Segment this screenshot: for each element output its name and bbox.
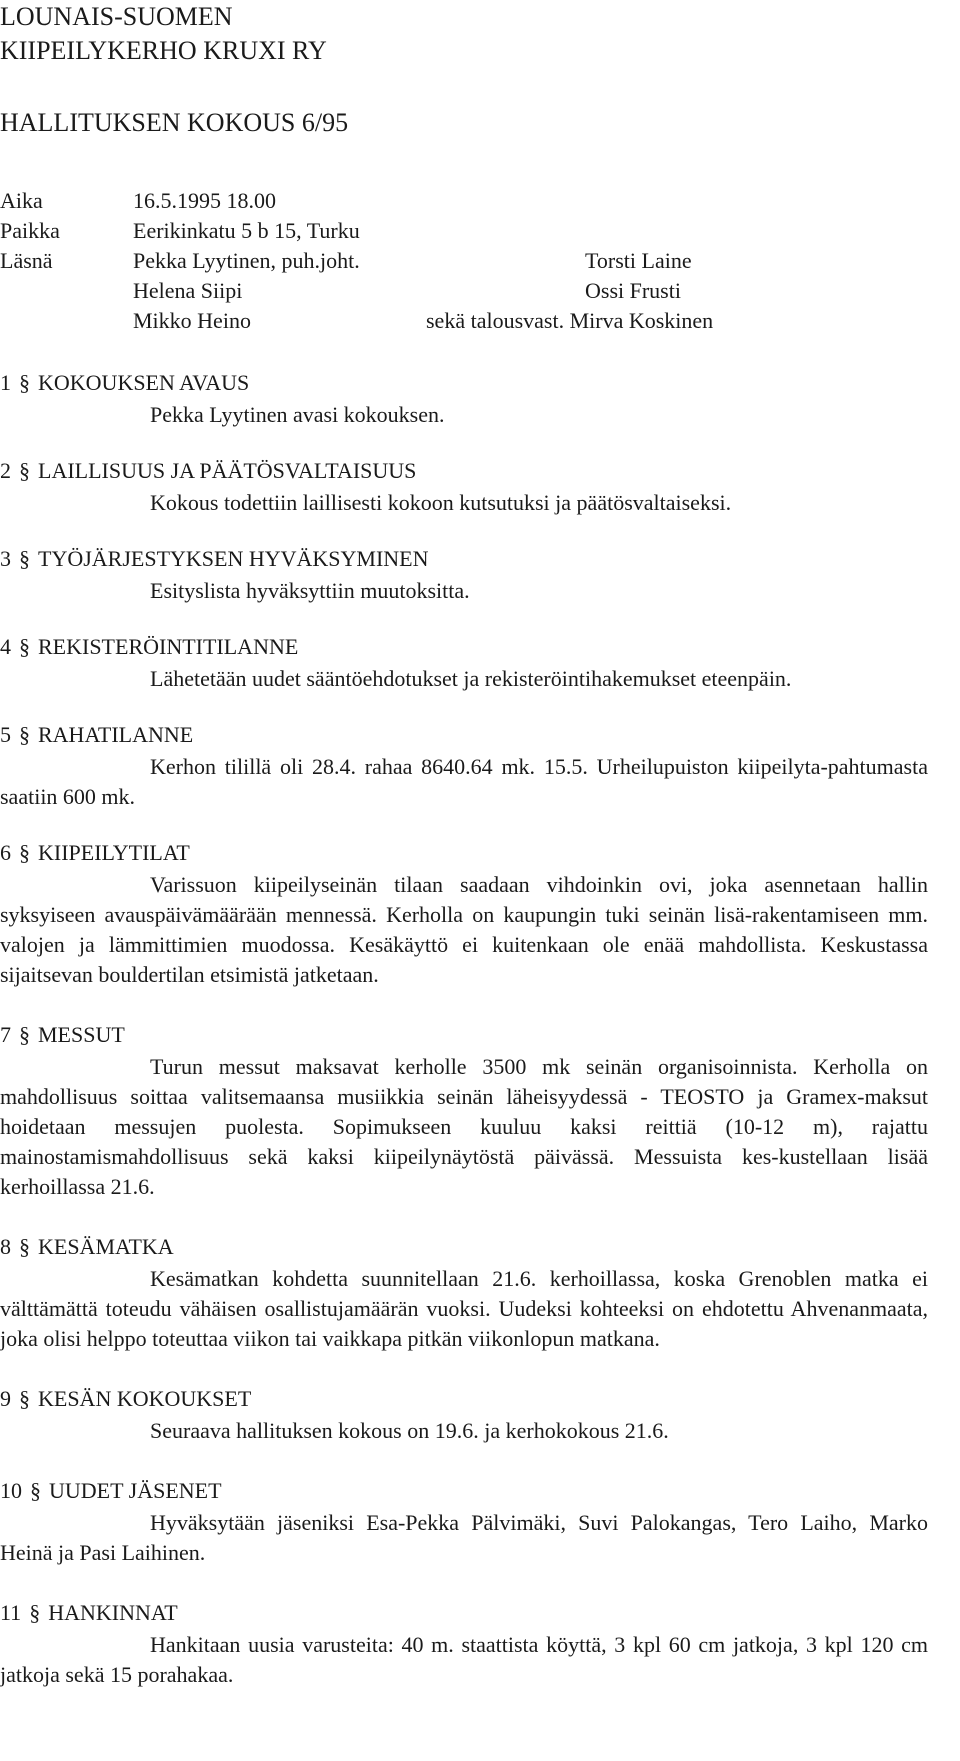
agenda-item-number: 5 [0, 722, 11, 747]
aika-value: 16.5.1995 18.00 [133, 188, 276, 213]
agenda-item-title: KOKOUKSEN AVAUS [38, 370, 250, 395]
agenda-item [0, 544, 928, 606]
section-symbol: § [19, 1234, 30, 1259]
agenda-item-text: Kerhon tilillä oli 28.4. rahaa 8640.64 mk. 15.5. Urheilupuiston kiipeilyta-pahtumasta saatiin 600 mk. [0, 754, 928, 809]
agenda-item-text: Hyväksytään jäseniksi Esa-Pekka Pälvimäki, Suvi Palokangas, Tero Laiho, Marko Heinä ja Pasi Laihinen. [0, 1510, 928, 1565]
agenda-item-number: 7 [0, 1022, 11, 1047]
lasna-label: Läsnä [0, 248, 53, 273]
organization-name [0, 0, 327, 68]
agenda-item-text: Varissuon kiipeilyseinän tilaan saadaan vihdoinkin ovi, joka asennetaan hallin syksyiseen avauspäivämäärään mennessä. Kerholla on kaupungin tuki seinän lisä-rakentamiseen mm. valojen ja lämmittimien muodossa. Kesäkäyttö ei kuitenkaan ole enää mahdollista. Keskustassa sijaitsevan bouldertilan etsimistä jatketaan. [0, 872, 928, 987]
org-line-1: LOUNAIS-SUOMEN [0, 2, 233, 31]
agenda-item-number: 4 [0, 634, 11, 659]
meeting-details [0, 186, 928, 336]
attendee: Ossi Frusti [585, 278, 681, 303]
agenda-item-title: MESSUT [38, 1022, 125, 1047]
agenda-item [0, 1020, 928, 1202]
agenda-item [0, 1384, 928, 1446]
agenda-item-heading [0, 1598, 928, 1628]
agenda-item [0, 456, 928, 518]
agenda-item-heading [0, 456, 928, 486]
agenda-item-text: Esityslista hyväksyttiin muutoksitta. [150, 578, 470, 603]
meeting-title: HALLITUKSEN KOKOUS 6/95 [0, 108, 349, 137]
agenda-item [0, 1598, 928, 1690]
paikka-label: Paikka [0, 218, 60, 243]
agenda-item-title: TYÖJÄRJESTYKSEN HYVÄKSYMINEN [38, 546, 429, 571]
aika-label: Aika [0, 188, 43, 213]
meta-row-paikka [0, 216, 928, 246]
section-symbol: § [19, 722, 30, 747]
agenda-item-text: Kokous todettiin laillisesti kokoon kutsutuksi ja päätösvaltaiseksi. [150, 490, 732, 515]
agenda-item-heading [0, 1020, 928, 1050]
agenda-item [0, 838, 928, 990]
section-symbol: § [19, 370, 30, 395]
attendee: Helena Siipi [133, 278, 243, 303]
agenda-item-heading [0, 368, 928, 398]
agenda-item-heading [0, 1476, 928, 1506]
agenda-item-number: 10 [0, 1478, 22, 1503]
section-symbol: § [29, 1600, 41, 1625]
agenda-item-title: RAHATILANNE [38, 722, 194, 747]
section-symbol: § [19, 546, 30, 571]
agenda-items [0, 368, 928, 1690]
meta-row-attendees [0, 276, 928, 306]
section-symbol: § [19, 1386, 30, 1411]
attendee: Mikko Heino [133, 308, 251, 333]
agenda-item-heading [0, 1384, 928, 1414]
agenda-item-number: 3 [0, 546, 11, 571]
agenda-item-text: Kesämatkan kohdetta suunnitellaan 21.6. kerhoillassa, koska Grenoblen matka ei välttämättä toteudu vähäisen osallistujamäärän vuoksi. Uudeksi kohteeksi on ehdotettu Ahvenanmaata, joka olisi helppo toteuttaa viikon tai vaikkapa pitkän viikonlopun matkana. [0, 1266, 928, 1351]
agenda-item-heading [0, 1232, 928, 1262]
agenda-item-text: Turun messut maksavat kerholle 3500 mk seinän organisoinnista. Kerholla on mahdollisuus soittaa valitsemaansa musiikkia seinän läheisyydessä - TEOSTO ja Gramex-maksut hoidetaan messujen puolesta. Sopimukseen kuuluu kaksi reittiä (10-12 m), rajattu mainostamismahdollisuus sekä kaksi kiipeilynäytöstä päivässä. Messuista kes-kustellaan lisää kerhoillassa 21.6. [0, 1054, 928, 1199]
agenda-item-text: Hankitaan uusia varusteita: 40 m. staattista köyttä, 3 kpl 60 cm jatkoja, 3 kpl 120 cm jatkoja sekä 15 porahakaa. [0, 1632, 928, 1687]
section-symbol: § [30, 1478, 41, 1503]
agenda-item-title: UUDET JÄSENET [49, 1478, 222, 1503]
agenda-item-number: 6 [0, 840, 11, 865]
agenda-item-number: 1 [0, 370, 11, 395]
section-symbol: § [19, 458, 30, 483]
agenda-item-title: KESÄMATKA [38, 1234, 174, 1259]
agenda-item-text: Seuraava hallituksen kokous on 19.6. ja kerhokokous 21.6. [150, 1418, 669, 1443]
agenda-item-heading [0, 544, 928, 574]
agenda-item-text: Pekka Lyytinen avasi kokouksen. [150, 402, 445, 427]
agenda-item-title: KIIPEILYTILAT [38, 840, 190, 865]
org-line-2: KIIPEILYKERHO KRUXI RY [0, 36, 327, 65]
attendee: Torsti Laine [585, 248, 692, 273]
agenda-item-number: 2 [0, 458, 11, 483]
agenda-item [0, 368, 928, 430]
agenda-item [0, 720, 928, 812]
agenda-item-text: Lähetetään uudet sääntöehdotukset ja rekisteröintihakemukset eteenpäin. [150, 666, 792, 691]
agenda-item [0, 632, 928, 694]
agenda-item-heading [0, 720, 928, 750]
section-symbol: § [19, 634, 30, 659]
paikka-value: Eerikinkatu 5 b 15, Turku [133, 218, 360, 243]
agenda-item-title: HANKINNAT [48, 1600, 178, 1625]
agenda-item-number: 11 [0, 1600, 22, 1625]
agenda-item [0, 1232, 928, 1354]
agenda-item-title: LAILLISUUS JA PÄÄTÖSVALTAISUUS [38, 458, 417, 483]
attendee: Pekka Lyytinen, puh.joht. [133, 248, 360, 273]
agenda-item [0, 1476, 928, 1568]
attendee: sekä talousvast. Mirva Koskinen [426, 308, 714, 333]
section-symbol: § [19, 840, 30, 865]
meta-row-lasna [0, 246, 928, 276]
agenda-item-heading [0, 838, 928, 868]
section-symbol: § [19, 1022, 30, 1047]
agenda-item-title: KESÄN KOKOUKSET [38, 1386, 252, 1411]
agenda-item-heading [0, 632, 928, 662]
agenda-item-title: REKISTERÖINTITILANNE [38, 634, 299, 659]
meta-row-attendees [0, 306, 928, 336]
agenda-item-number: 9 [0, 1386, 11, 1411]
agenda-item-number: 8 [0, 1234, 11, 1259]
meta-row-aika [0, 186, 928, 216]
